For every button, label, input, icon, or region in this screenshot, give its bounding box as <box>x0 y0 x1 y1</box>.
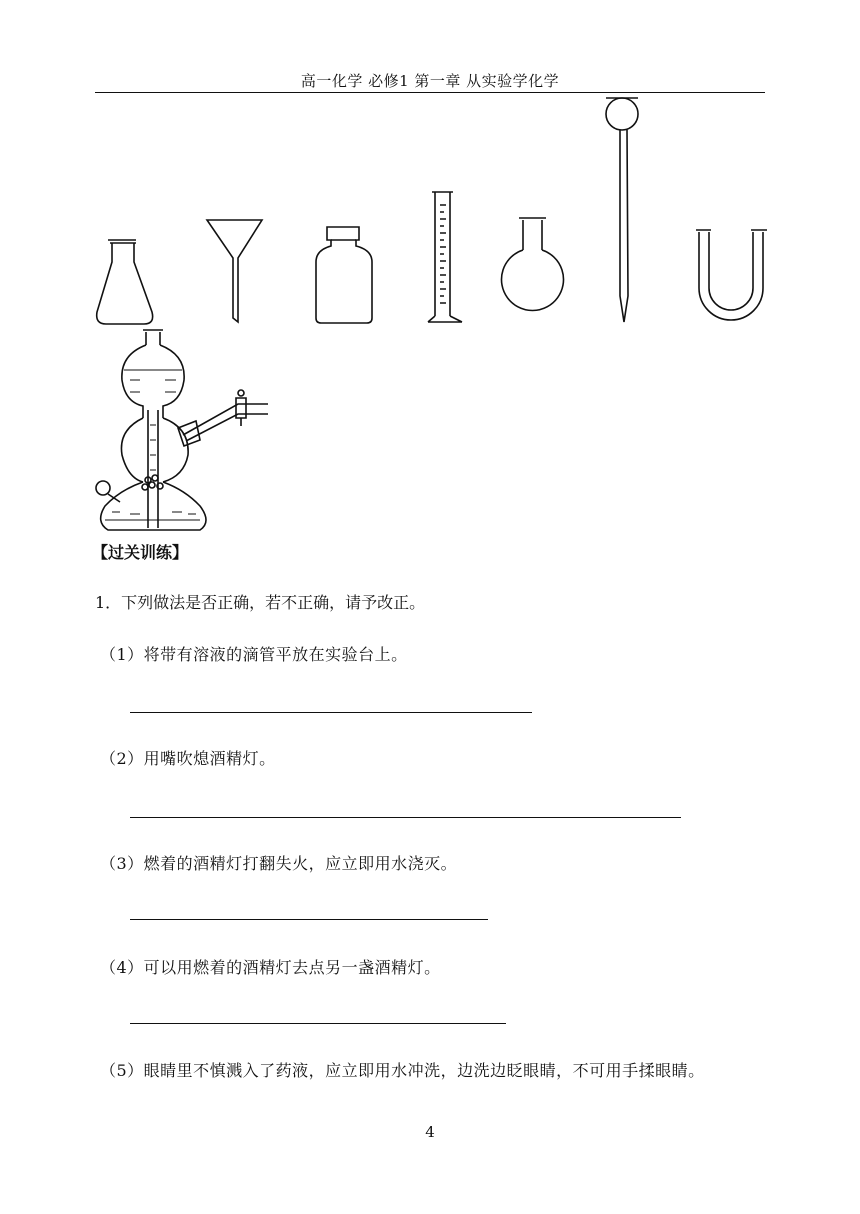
section-title: 【过关训练】 <box>92 543 189 562</box>
answer-line-3[interactable] <box>130 918 488 920</box>
thistle-funnel-icon <box>606 98 638 322</box>
page-header: 高一化学 必修1 第一章 从实验学化学 <box>300 72 560 90</box>
question-stem: 1．下列做法是否正确，若不正确，请予改正。 <box>95 593 426 612</box>
reagent-bottle-icon <box>316 227 372 323</box>
u-tube-icon <box>696 230 767 320</box>
funnel-icon <box>207 220 262 322</box>
question-item-4: （4）可以用燃着的酒精灯去点另一盏酒精灯。 <box>100 958 441 977</box>
page-number: 4 <box>425 1123 435 1141</box>
apparatus-figure <box>0 0 860 540</box>
kipp-apparatus-icon <box>96 330 268 530</box>
answer-line-1[interactable] <box>130 711 532 713</box>
answer-line-4[interactable] <box>130 1022 506 1024</box>
conical-flask-icon <box>97 240 153 324</box>
graduated-cylinder-icon <box>428 192 462 322</box>
question-item-2: （2）用嘴吹熄酒精灯。 <box>100 749 276 768</box>
question-item-1: （1）将带有溶液的滴管平放在实验台上。 <box>100 645 408 664</box>
question-item-5: （5）眼睛里不慎溅入了药液，应立即用水冲洗，边洗边眨眼睛，不可用手揉眼睛。 <box>100 1061 705 1080</box>
answer-line-2[interactable] <box>130 816 681 818</box>
question-item-3: （3）燃着的酒精灯打翻失火，应立即用水浇灭。 <box>100 854 458 873</box>
round-bottom-flask-icon <box>501 218 563 311</box>
